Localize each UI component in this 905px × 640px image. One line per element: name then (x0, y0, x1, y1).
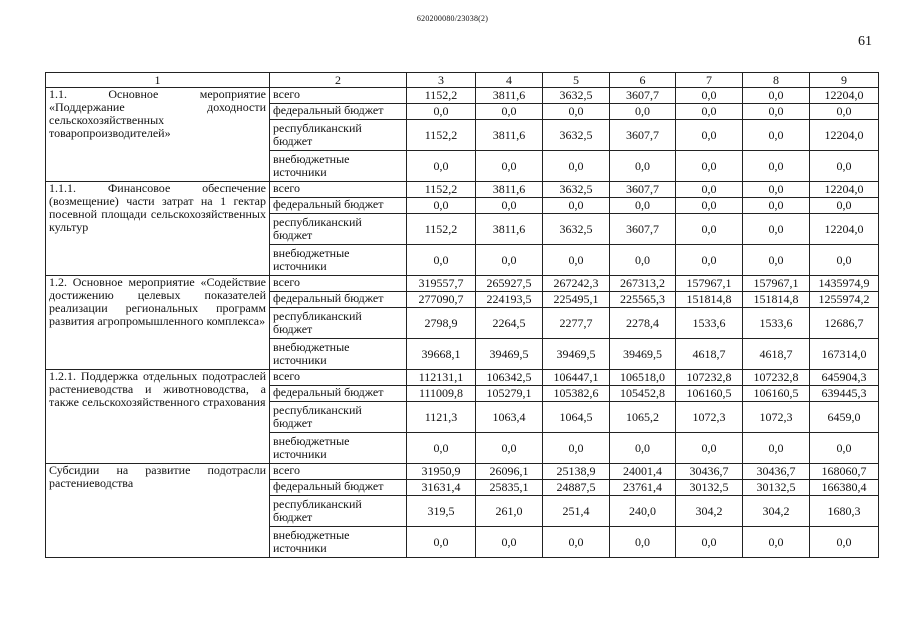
value-cell: 0,0 (676, 245, 743, 276)
page-number: 61 (858, 34, 872, 49)
value-cell: 105382,6 (543, 386, 610, 402)
value-cell: 111009,8 (407, 386, 476, 402)
value-cell: 39469,5 (476, 339, 543, 370)
value-cell: 0,0 (676, 527, 743, 558)
value-cell: 0,0 (676, 120, 743, 151)
value-cell: 1255974,2 (810, 292, 879, 308)
value-cell: 1152,2 (407, 182, 476, 198)
value-cell: 0,0 (407, 151, 476, 182)
funding-source: республиканский бюджет (270, 120, 407, 151)
table-row (46, 88, 879, 104)
value-cell: 0,0 (743, 182, 810, 198)
funding-source: федеральный бюджет (270, 292, 407, 308)
value-cell: 30436,7 (676, 464, 743, 480)
table-row (46, 276, 879, 292)
funding-source: федеральный бюджет (270, 386, 407, 402)
column-header-1: 1 (46, 73, 270, 88)
value-cell: 0,0 (676, 214, 743, 245)
value-cell: 0,0 (476, 433, 543, 464)
value-cell: 225565,3 (610, 292, 676, 308)
value-cell: 12204,0 (810, 182, 879, 198)
value-cell: 157967,1 (676, 276, 743, 292)
value-cell: 166380,4 (810, 480, 879, 496)
value-cell: 3811,6 (476, 182, 543, 198)
value-cell: 6459,0 (810, 402, 879, 433)
funding-source: внебюджетные источники (270, 339, 407, 370)
value-cell: 0,0 (676, 198, 743, 214)
value-cell: 3607,7 (610, 120, 676, 151)
value-cell: 319,5 (407, 496, 476, 527)
funding-source: федеральный бюджет (270, 480, 407, 496)
value-cell: 0,0 (407, 104, 476, 120)
header-row (46, 73, 879, 88)
value-cell: 107232,8 (743, 370, 810, 386)
value-cell: 277090,7 (407, 292, 476, 308)
value-cell: 31950,9 (407, 464, 476, 480)
value-cell: 106160,5 (743, 386, 810, 402)
value-cell: 0,0 (810, 245, 879, 276)
value-cell: 3607,7 (610, 182, 676, 198)
value-cell: 30132,5 (743, 480, 810, 496)
value-cell: 304,2 (676, 496, 743, 527)
value-cell: 0,0 (543, 527, 610, 558)
column-header-5: 5 (543, 73, 610, 88)
funding-source: республиканский бюджет (270, 214, 407, 245)
value-cell: 0,0 (810, 151, 879, 182)
value-cell: 107232,8 (676, 370, 743, 386)
value-cell: 0,0 (676, 88, 743, 104)
column-header-9: 9 (810, 73, 879, 88)
value-cell: 1072,3 (676, 402, 743, 433)
value-cell: 0,0 (743, 214, 810, 245)
funding-source: внебюджетные источники (270, 245, 407, 276)
column-header-6: 6 (610, 73, 676, 88)
column-header-2: 2 (270, 73, 407, 88)
value-cell: 3632,5 (543, 88, 610, 104)
funding-source: республиканский бюджет (270, 402, 407, 433)
value-cell: 112131,1 (407, 370, 476, 386)
value-cell: 0,0 (810, 527, 879, 558)
funding-source: всего (270, 276, 407, 292)
funding-source: внебюджетные источники (270, 527, 407, 558)
value-cell: 0,0 (676, 104, 743, 120)
column-header-8: 8 (743, 73, 810, 88)
value-cell: 106518,0 (610, 370, 676, 386)
value-cell: 0,0 (676, 182, 743, 198)
table-row (46, 182, 879, 198)
column-header-4: 4 (476, 73, 543, 88)
column-header-7: 7 (676, 73, 743, 88)
value-cell: 0,0 (610, 151, 676, 182)
value-cell: 0,0 (743, 245, 810, 276)
value-cell: 0,0 (543, 245, 610, 276)
funding-source: всего (270, 182, 407, 198)
activity-title: 1.1. Основное мероприятие «Поддержание доходности сельскохозяйственных товаропроизводителей» (46, 88, 270, 182)
value-cell: 0,0 (476, 151, 543, 182)
value-cell: 106342,5 (476, 370, 543, 386)
value-cell: 0,0 (543, 104, 610, 120)
table-row (46, 370, 879, 386)
activity-title: 1.2.1. Поддержка отдельных подотраслей растениеводства и животноводства, а также сельскохозяйственного страхования (46, 370, 270, 464)
document-code: 620200080/23038(2) (416, 14, 489, 23)
value-cell: 0,0 (743, 88, 810, 104)
value-cell: 26096,1 (476, 464, 543, 480)
value-cell: 0,0 (743, 151, 810, 182)
value-cell: 1063,4 (476, 402, 543, 433)
value-cell: 12204,0 (810, 120, 879, 151)
column-header-3: 3 (407, 73, 476, 88)
value-cell: 30132,5 (676, 480, 743, 496)
value-cell: 23761,4 (610, 480, 676, 496)
value-cell: 0,0 (610, 198, 676, 214)
value-cell: 3607,7 (610, 88, 676, 104)
table-row (46, 464, 879, 480)
value-cell: 0,0 (407, 433, 476, 464)
value-cell: 25138,9 (543, 464, 610, 480)
value-cell: 240,0 (610, 496, 676, 527)
value-cell: 167314,0 (810, 339, 879, 370)
value-cell: 0,0 (810, 104, 879, 120)
value-cell: 0,0 (407, 245, 476, 276)
value-cell: 105452,8 (610, 386, 676, 402)
value-cell: 2278,4 (610, 308, 676, 339)
value-cell: 12686,7 (810, 308, 879, 339)
funding-source: внебюджетные источники (270, 151, 407, 182)
value-cell: 639445,3 (810, 386, 879, 402)
value-cell: 12204,0 (810, 214, 879, 245)
activity-title: Субсидии на развитие подотрасли растениеводства (46, 464, 270, 558)
value-cell: 0,0 (476, 245, 543, 276)
value-cell: 0,0 (743, 433, 810, 464)
value-cell: 3811,6 (476, 214, 543, 245)
funding-source: всего (270, 88, 407, 104)
value-cell: 0,0 (407, 198, 476, 214)
value-cell: 31631,4 (407, 480, 476, 496)
value-cell: 1680,3 (810, 496, 879, 527)
value-cell: 105279,1 (476, 386, 543, 402)
value-cell: 39469,5 (610, 339, 676, 370)
value-cell: 0,0 (810, 433, 879, 464)
value-cell: 225495,1 (543, 292, 610, 308)
value-cell: 1121,3 (407, 402, 476, 433)
value-cell: 168060,7 (810, 464, 879, 480)
value-cell: 1533,6 (743, 308, 810, 339)
value-cell: 151814,8 (743, 292, 810, 308)
value-cell: 0,0 (676, 433, 743, 464)
value-cell: 2264,5 (476, 308, 543, 339)
value-cell: 0,0 (610, 527, 676, 558)
funding-source: всего (270, 370, 407, 386)
budget-table (45, 72, 879, 558)
value-cell: 1435974,9 (810, 276, 879, 292)
value-cell: 0,0 (743, 120, 810, 151)
value-cell: 0,0 (610, 433, 676, 464)
funding-source: внебюджетные источники (270, 433, 407, 464)
funding-source: республиканский бюджет (270, 308, 407, 339)
value-cell: 3811,6 (476, 120, 543, 151)
value-cell: 224193,5 (476, 292, 543, 308)
value-cell: 304,2 (743, 496, 810, 527)
value-cell: 39668,1 (407, 339, 476, 370)
value-cell: 2277,7 (543, 308, 610, 339)
value-cell: 1064,5 (543, 402, 610, 433)
table-body (46, 88, 879, 558)
value-cell: 267313,2 (610, 276, 676, 292)
value-cell: 12204,0 (810, 88, 879, 104)
value-cell: 0,0 (407, 527, 476, 558)
value-cell: 24887,5 (543, 480, 610, 496)
value-cell: 251,4 (543, 496, 610, 527)
value-cell: 0,0 (810, 198, 879, 214)
value-cell: 3607,7 (610, 214, 676, 245)
value-cell: 645904,3 (810, 370, 879, 386)
value-cell: 106160,5 (676, 386, 743, 402)
value-cell: 0,0 (543, 198, 610, 214)
value-cell: 0,0 (543, 433, 610, 464)
value-cell: 24001,4 (610, 464, 676, 480)
value-cell: 157967,1 (743, 276, 810, 292)
value-cell: 1152,2 (407, 214, 476, 245)
value-cell: 30436,7 (743, 464, 810, 480)
funding-source: республиканский бюджет (270, 496, 407, 527)
value-cell: 3811,6 (476, 88, 543, 104)
value-cell: 1533,6 (676, 308, 743, 339)
value-cell: 0,0 (743, 527, 810, 558)
value-cell: 1152,2 (407, 120, 476, 151)
value-cell: 151814,8 (676, 292, 743, 308)
value-cell: 0,0 (476, 527, 543, 558)
value-cell: 0,0 (543, 151, 610, 182)
value-cell: 0,0 (743, 104, 810, 120)
value-cell: 1065,2 (610, 402, 676, 433)
value-cell: 4618,7 (676, 339, 743, 370)
value-cell: 0,0 (476, 198, 543, 214)
value-cell: 2798,9 (407, 308, 476, 339)
value-cell: 1072,3 (743, 402, 810, 433)
activity-title: 1.2. Основное мероприятие «Содействие достижению целевых показателей реализации региональных программ развития агропромышленного комплекса» (46, 276, 270, 370)
value-cell: 319557,7 (407, 276, 476, 292)
value-cell: 3632,5 (543, 120, 610, 151)
value-cell: 0,0 (610, 245, 676, 276)
value-cell: 267242,3 (543, 276, 610, 292)
value-cell: 0,0 (610, 104, 676, 120)
value-cell: 4618,7 (743, 339, 810, 370)
value-cell: 0,0 (743, 198, 810, 214)
value-cell: 106447,1 (543, 370, 610, 386)
value-cell: 3632,5 (543, 214, 610, 245)
value-cell: 261,0 (476, 496, 543, 527)
value-cell: 39469,5 (543, 339, 610, 370)
funding-source: федеральный бюджет (270, 198, 407, 214)
value-cell: 0,0 (476, 104, 543, 120)
value-cell: 25835,1 (476, 480, 543, 496)
funding-source: федеральный бюджет (270, 104, 407, 120)
activity-title: 1.1.1. Финансовое обеспечение (возмещение) части затрат на 1 гектар посевной площади сельскохозяйственных культур (46, 182, 270, 276)
value-cell: 265927,5 (476, 276, 543, 292)
value-cell: 1152,2 (407, 88, 476, 104)
funding-source: всего (270, 464, 407, 480)
value-cell: 0,0 (676, 151, 743, 182)
value-cell: 3632,5 (543, 182, 610, 198)
